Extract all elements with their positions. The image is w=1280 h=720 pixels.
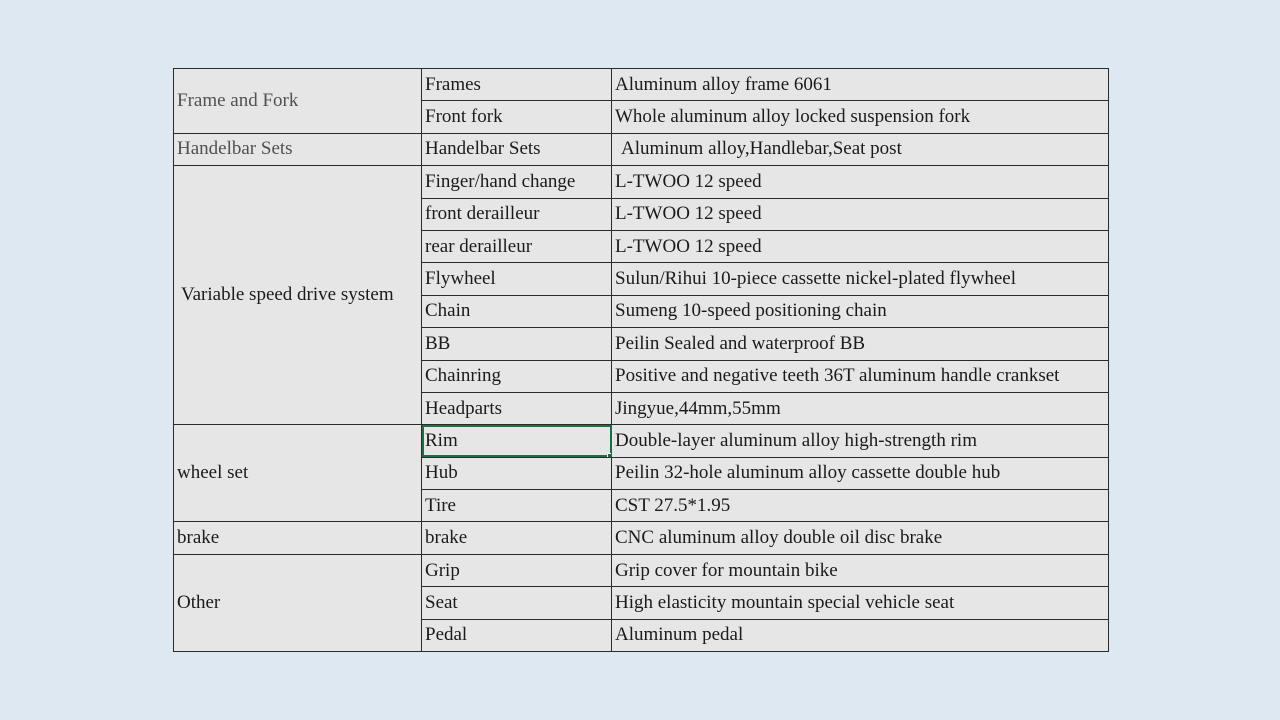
spec-cell[interactable]: Aluminum alloy frame 6061 [612, 69, 1109, 101]
fill-handle[interactable] [607, 453, 612, 458]
item-cell[interactable]: Chainring [422, 360, 612, 392]
item-cell[interactable]: Hub [422, 457, 612, 489]
spec-table [173, 68, 1109, 652]
table-row [174, 166, 1109, 198]
spec-sheet [173, 68, 1107, 652]
spec-cell[interactable]: L-TWOO 12 speed [612, 166, 1109, 198]
item-cell[interactable]: Finger/hand change [422, 166, 612, 198]
category-cell[interactable]: Variable speed drive system [174, 166, 422, 425]
category-cell[interactable]: wheel set [174, 425, 422, 522]
item-cell[interactable]: Front fork [422, 101, 612, 133]
table-row [174, 69, 1109, 101]
spec-cell[interactable]: L-TWOO 12 speed [612, 230, 1109, 262]
spec-cell[interactable]: Peilin 32-hole aluminum alloy cassette double hub [612, 457, 1109, 489]
spec-cell[interactable]: Grip cover for mountain bike [612, 554, 1109, 586]
selected-item-cell[interactable] [422, 425, 612, 457]
spec-cell[interactable]: Double-layer aluminum alloy high-strength rim [612, 425, 1109, 457]
spec-cell[interactable]: Jingyue,44mm,55mm [612, 392, 1109, 424]
item-cell[interactable]: Tire [422, 490, 612, 522]
category-cell[interactable]: brake [174, 522, 422, 554]
category-cell[interactable]: Frame and Fork [174, 69, 422, 134]
item-cell-text: Rim [425, 429, 458, 451]
spec-cell[interactable]: CNC aluminum alloy double oil disc brake [612, 522, 1109, 554]
table-row [174, 522, 1109, 554]
spec-cell[interactable]: CST 27.5*1.95 [612, 490, 1109, 522]
table-row [174, 133, 1109, 165]
spec-cell[interactable]: Positive and negative teeth 36T aluminum handle crankset [612, 360, 1109, 392]
table-row [174, 425, 1109, 457]
spec-cell[interactable]: Aluminum alloy,Handlebar,Seat post [612, 133, 1109, 165]
category-cell[interactable]: Other [174, 554, 422, 651]
table-row [174, 554, 1109, 586]
item-cell[interactable]: BB [422, 328, 612, 360]
spec-cell[interactable]: Aluminum pedal [612, 619, 1109, 651]
item-cell[interactable]: Flywheel [422, 263, 612, 295]
spec-cell[interactable]: Sulun/Rihui 10-piece cassette nickel-plated flywheel [612, 263, 1109, 295]
item-cell[interactable]: Grip [422, 554, 612, 586]
spec-cell[interactable]: Peilin Sealed and waterproof BB [612, 328, 1109, 360]
item-cell[interactable]: brake [422, 522, 612, 554]
item-cell[interactable]: Chain [422, 295, 612, 327]
item-cell[interactable]: Seat [422, 587, 612, 619]
spec-cell[interactable]: High elasticity mountain special vehicle seat [612, 587, 1109, 619]
item-cell[interactable]: rear derailleur [422, 230, 612, 262]
spec-cell[interactable]: L-TWOO 12 speed [612, 198, 1109, 230]
item-cell[interactable]: Pedal [422, 619, 612, 651]
item-cell[interactable]: Handelbar Sets [422, 133, 612, 165]
item-cell[interactable]: Headparts [422, 392, 612, 424]
item-cell[interactable]: front derailleur [422, 198, 612, 230]
spec-cell[interactable]: Whole aluminum alloy locked suspension fork [612, 101, 1109, 133]
spec-cell[interactable]: Sumeng 10-speed positioning chain [612, 295, 1109, 327]
category-cell[interactable]: Handelbar Sets [174, 133, 422, 165]
item-cell[interactable]: Frames [422, 69, 612, 101]
